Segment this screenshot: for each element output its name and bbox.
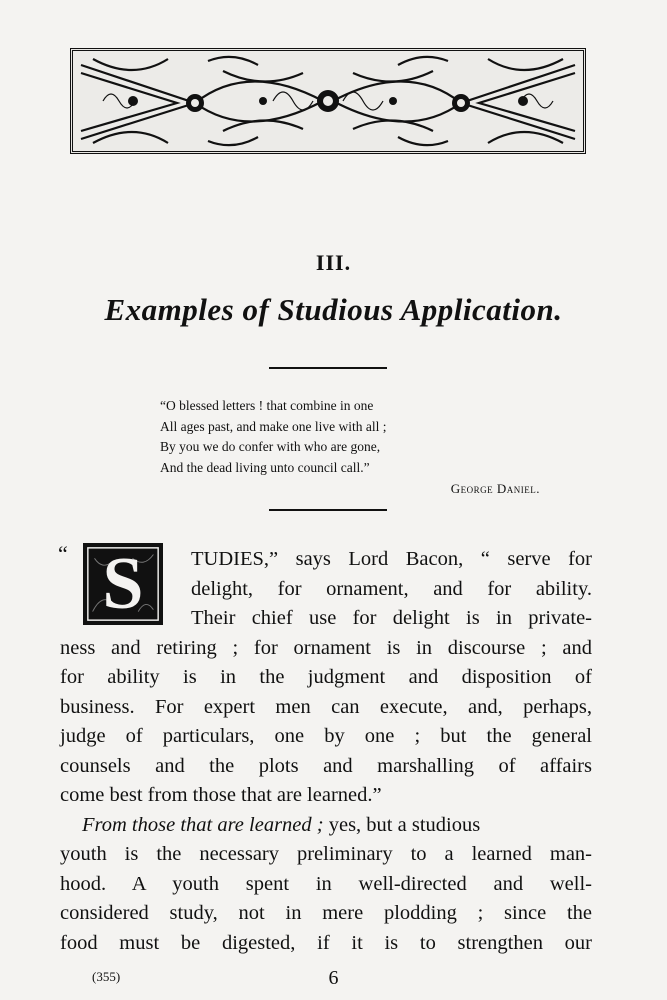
body-line-para2-first: [60, 811, 592, 841]
epigraph-line: “O blessed letters ! that combine in one: [160, 398, 374, 413]
epigraph-line: All ages past, and make one live with all ;: [160, 418, 387, 434]
header-ornament: [70, 48, 586, 154]
body-line: for ability is in the judgment and disposition of: [60, 666, 592, 688]
page-number: 6: [328, 967, 339, 989]
body-line: business. For expert men can execute, and, perhaps,: [60, 695, 592, 718]
epigraph-attribution: George Daniel.: [450, 481, 540, 496]
epigraph-line: By you we do confer with who are gone,: [160, 439, 381, 454]
body-line-rest: yes, but a studious: [323, 813, 481, 836]
body-line: judge of particulars, one by one ; but the general: [60, 725, 592, 747]
body-text: [60, 545, 592, 958]
body-line: delight, for ornament, and for ability.: [191, 577, 592, 600]
body-line: hood. A youth spent in well-directed and well-: [60, 872, 592, 895]
body-line: ness and retiring ; for ornament is in discourse ; and: [60, 636, 592, 659]
ornament-scrollwork-icon: [73, 51, 583, 151]
body-line: youth is the necessary preliminary to a learned man-: [60, 843, 592, 865]
body-line: food must be digested, if it is to strengthen our: [60, 931, 592, 954]
body-line: considered study, not in mere plodding ; since the: [60, 902, 592, 924]
chapter-number: III.: [315, 250, 352, 275]
signature-mark: (355): [92, 969, 121, 984]
body-line: counsels and the plots and marshalling of affairs: [60, 754, 592, 777]
body-line: Their chief use for delight is in private-: [191, 607, 592, 629]
divider-rule-top: [269, 367, 387, 369]
drop-cap-letter: S: [102, 543, 144, 625]
body-line: come best from those that are learned.”: [60, 784, 382, 806]
divider-rule-bottom: [269, 509, 387, 511]
body-line: TUDIES,” says Lord Bacon, “ serve for: [191, 548, 592, 570]
epigraph: [160, 396, 540, 500]
italic-phrase: From those that are learned ;: [82, 813, 324, 836]
opening-quote-mark: “: [58, 541, 68, 566]
epigraph-line: And the dead living unto council call.”: [160, 459, 370, 475]
chapter-title: Examples of Studious Application.: [104, 292, 563, 327]
